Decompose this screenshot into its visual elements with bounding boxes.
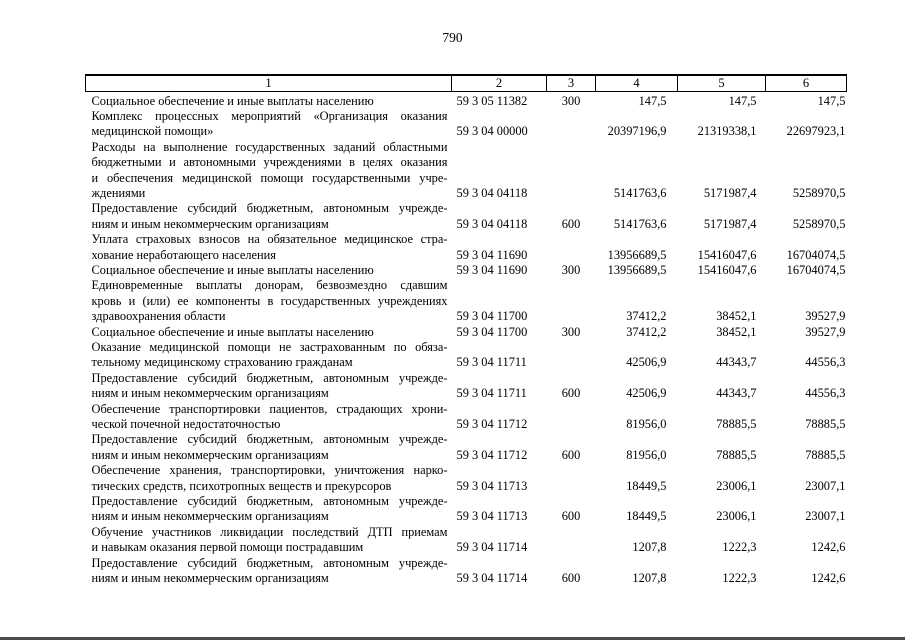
row-amount-year2: 44343,7 [716,386,757,401]
row-amount-year1: 18449,5 [626,509,667,524]
row-amount-year3: 1242,6 [811,540,846,555]
row-expense-group: 300 [561,262,581,277]
row-code: 59 3 04 11711 [456,386,527,401]
row-amount-year3: 39527,9 [805,324,846,339]
row-title: Обучение участников ликвидации последствий ДТП приемам и навыкам оказания первой помощи пострадавшим [91,524,448,555]
row-amount-year3: 78885,5 [805,417,846,432]
row-amount-year2: 38452,1 [716,309,757,324]
column-header: 3 [547,75,596,91]
row-expense-group [547,402,596,433]
row-expense-group [547,140,596,202]
row-amount-year2: 44343,7 [716,355,757,370]
table-row [86,494,847,525]
row-code: 59 3 04 11714 [456,571,528,586]
table-row [86,340,847,371]
row-amount-year3: 1242,6 [811,571,846,586]
row-amount-year1: 37412,2 [626,309,667,324]
row-amount-year3: 23007,1 [805,509,846,524]
row-title: Обеспечение хранения, транспортировки, уничтожения нарко- тических средств, психотропных веществ и прекурсоров [91,463,448,493]
table-row [86,201,847,232]
row-amount-year2: 38452,1 [716,324,757,339]
row-amount-year3: 22697923,1 [786,124,846,139]
row-expense-group [547,463,596,494]
row-amount-year1: 147,5 [638,93,667,108]
row-title: Комплекс процессных мероприятий «Организация оказания медицинской помощи» [91,108,448,139]
row-code: 59 3 04 11714 [456,540,528,555]
column-header: 5 [678,75,766,91]
row-expense-group: 300 [561,93,581,108]
row-amount-year3: 39527,9 [805,309,846,324]
table-row [86,232,847,263]
row-expense-group: 600 [561,386,581,401]
row-title: Оказание медицинской помощи не застрахованным по обяза- тельному медицинскому страхованию гражданам [91,340,448,370]
row-expense-group: 600 [561,571,581,586]
row-title: Обеспечение транспортировки пациентов, страдающих хрони- ческой почечной недостаточностью [91,401,448,432]
row-title: Предоставление субсидий бюджетным, автономным учрежде- ниям и иным некоммерческим организациям [91,201,448,231]
page-number: 790 [442,30,463,45]
row-code: 59 3 04 11711 [456,355,527,370]
row-amount-year1: 42506,9 [626,386,667,401]
row-amount-year3: 23007,1 [805,478,846,493]
budget-table [85,74,847,587]
row-amount-year1: 81956,0 [626,447,667,462]
table-row [86,556,847,587]
row-title: Социальное обеспечение и иные выплаты населению [91,262,374,277]
row-code: 59 3 04 11700 [456,324,528,339]
row-amount-year1: 5141763,6 [613,185,667,200]
row-amount-year2: 21319338,1 [697,124,757,139]
row-amount-year3: 16704074,5 [786,247,846,262]
row-amount-year2: 15416047,6 [697,262,757,277]
table-body [86,91,847,587]
column-header: 2 [452,75,547,91]
row-amount-year1: 13956689,5 [607,262,667,277]
row-amount-year1: 81956,0 [626,417,667,432]
row-code: 59 3 04 04118 [456,216,528,231]
table-header [86,75,847,91]
column-header: 6 [766,75,847,91]
row-code: 59 3 04 11712 [456,417,528,432]
row-amount-year1: 1207,8 [632,571,667,586]
row-title: Единовременные выплаты донорам, безвозмездно сдавшим кровь и (или) ее компоненты в государственных учреждениях здравоохранения области [91,278,448,324]
header-row [86,75,847,91]
row-code: 59 3 05 11382 [456,93,528,108]
row-title: Предоставление субсидий бюджетным, автономным учрежде- ниям и иным некоммерческим организациям [91,555,448,586]
row-expense-group: 600 [561,216,581,231]
row-amount-year3: 44556,3 [805,355,846,370]
row-amount-year2: 78885,5 [716,447,757,462]
column-header: 1 [86,75,452,91]
table-row [86,432,847,463]
row-code: 59 3 04 11713 [456,509,528,524]
column-header: 4 [596,75,678,91]
row-expense-group: 600 [561,509,581,524]
row-code: 59 3 04 11712 [456,447,528,462]
table-row [86,140,847,202]
row-title: Уплата страховых взносов на обязательное медицинское стра- хование неработающего населения [91,232,448,262]
row-code: 59 3 04 11690 [456,262,528,277]
table-row [86,463,847,494]
row-amount-year3: 147,5 [817,93,846,108]
row-amount-year3: 78885,5 [805,447,846,462]
row-expense-group [547,525,596,556]
table-row [86,371,847,402]
row-amount-year1: 5141763,6 [613,216,667,231]
row-amount-year1: 13956689,5 [607,247,667,262]
row-amount-year1: 42506,9 [626,355,667,370]
row-title: Расходы на выполнение государственных заданий областными бюджетными и автономными учреждениями в целях оказания и обеспечения медицинской помощи государственными учре- ждениями [91,139,448,200]
row-amount-year2: 5171987,4 [703,216,757,231]
table-row [86,109,847,140]
row-expense-group: 600 [561,447,581,462]
row-code: 59 3 04 11713 [456,478,528,493]
row-expense-group: 300 [561,324,581,339]
table-row [86,525,847,556]
row-code: 59 3 04 04118 [456,185,528,200]
row-amount-year1: 1207,8 [632,540,667,555]
row-amount-year2: 15416047,6 [697,247,757,262]
row-amount-year3: 44556,3 [805,386,846,401]
table-row [86,91,847,109]
table-row [86,263,847,278]
table-row [86,325,847,340]
row-amount-year2: 23006,1 [716,509,757,524]
table-row [86,278,847,324]
row-title: Предоставление субсидий бюджетным, автономным учрежде- ниям и иным некоммерческим организациям [91,370,448,401]
row-title: Социальное обеспечение и иные выплаты населению [91,93,374,108]
row-amount-year2: 78885,5 [716,417,757,432]
row-amount-year2: 1222,3 [722,540,757,555]
row-title: Социальное обеспечение и иные выплаты населению [91,324,374,339]
row-amount-year3: 5258970,5 [792,216,846,231]
table-row [86,402,847,433]
row-expense-group [547,340,596,371]
row-amount-year2: 1222,3 [722,571,757,586]
row-expense-group [547,278,596,324]
row-amount-year1: 20397196,9 [607,124,667,139]
row-code: 59 3 04 11690 [456,247,528,262]
row-code: 59 3 04 11700 [456,309,528,324]
row-amount-year1: 18449,5 [626,478,667,493]
row-amount-year1: 37412,2 [626,324,667,339]
row-amount-year2: 147,5 [728,93,757,108]
row-amount-year3: 5258970,5 [792,185,846,200]
row-amount-year2: 23006,1 [716,478,757,493]
row-amount-year2: 5171987,4 [703,185,757,200]
row-title: Предоставление субсидий бюджетным, автономным учрежде- ниям и иным некоммерческим организациям [91,494,448,524]
row-amount-year3: 16704074,5 [786,262,846,277]
row-title: Предоставление субсидий бюджетным, автономным учрежде- ниям и иным некоммерческим организациям [91,432,448,462]
row-expense-group [547,109,596,140]
row-code: 59 3 04 00000 [456,124,528,139]
row-expense-group [547,232,596,263]
